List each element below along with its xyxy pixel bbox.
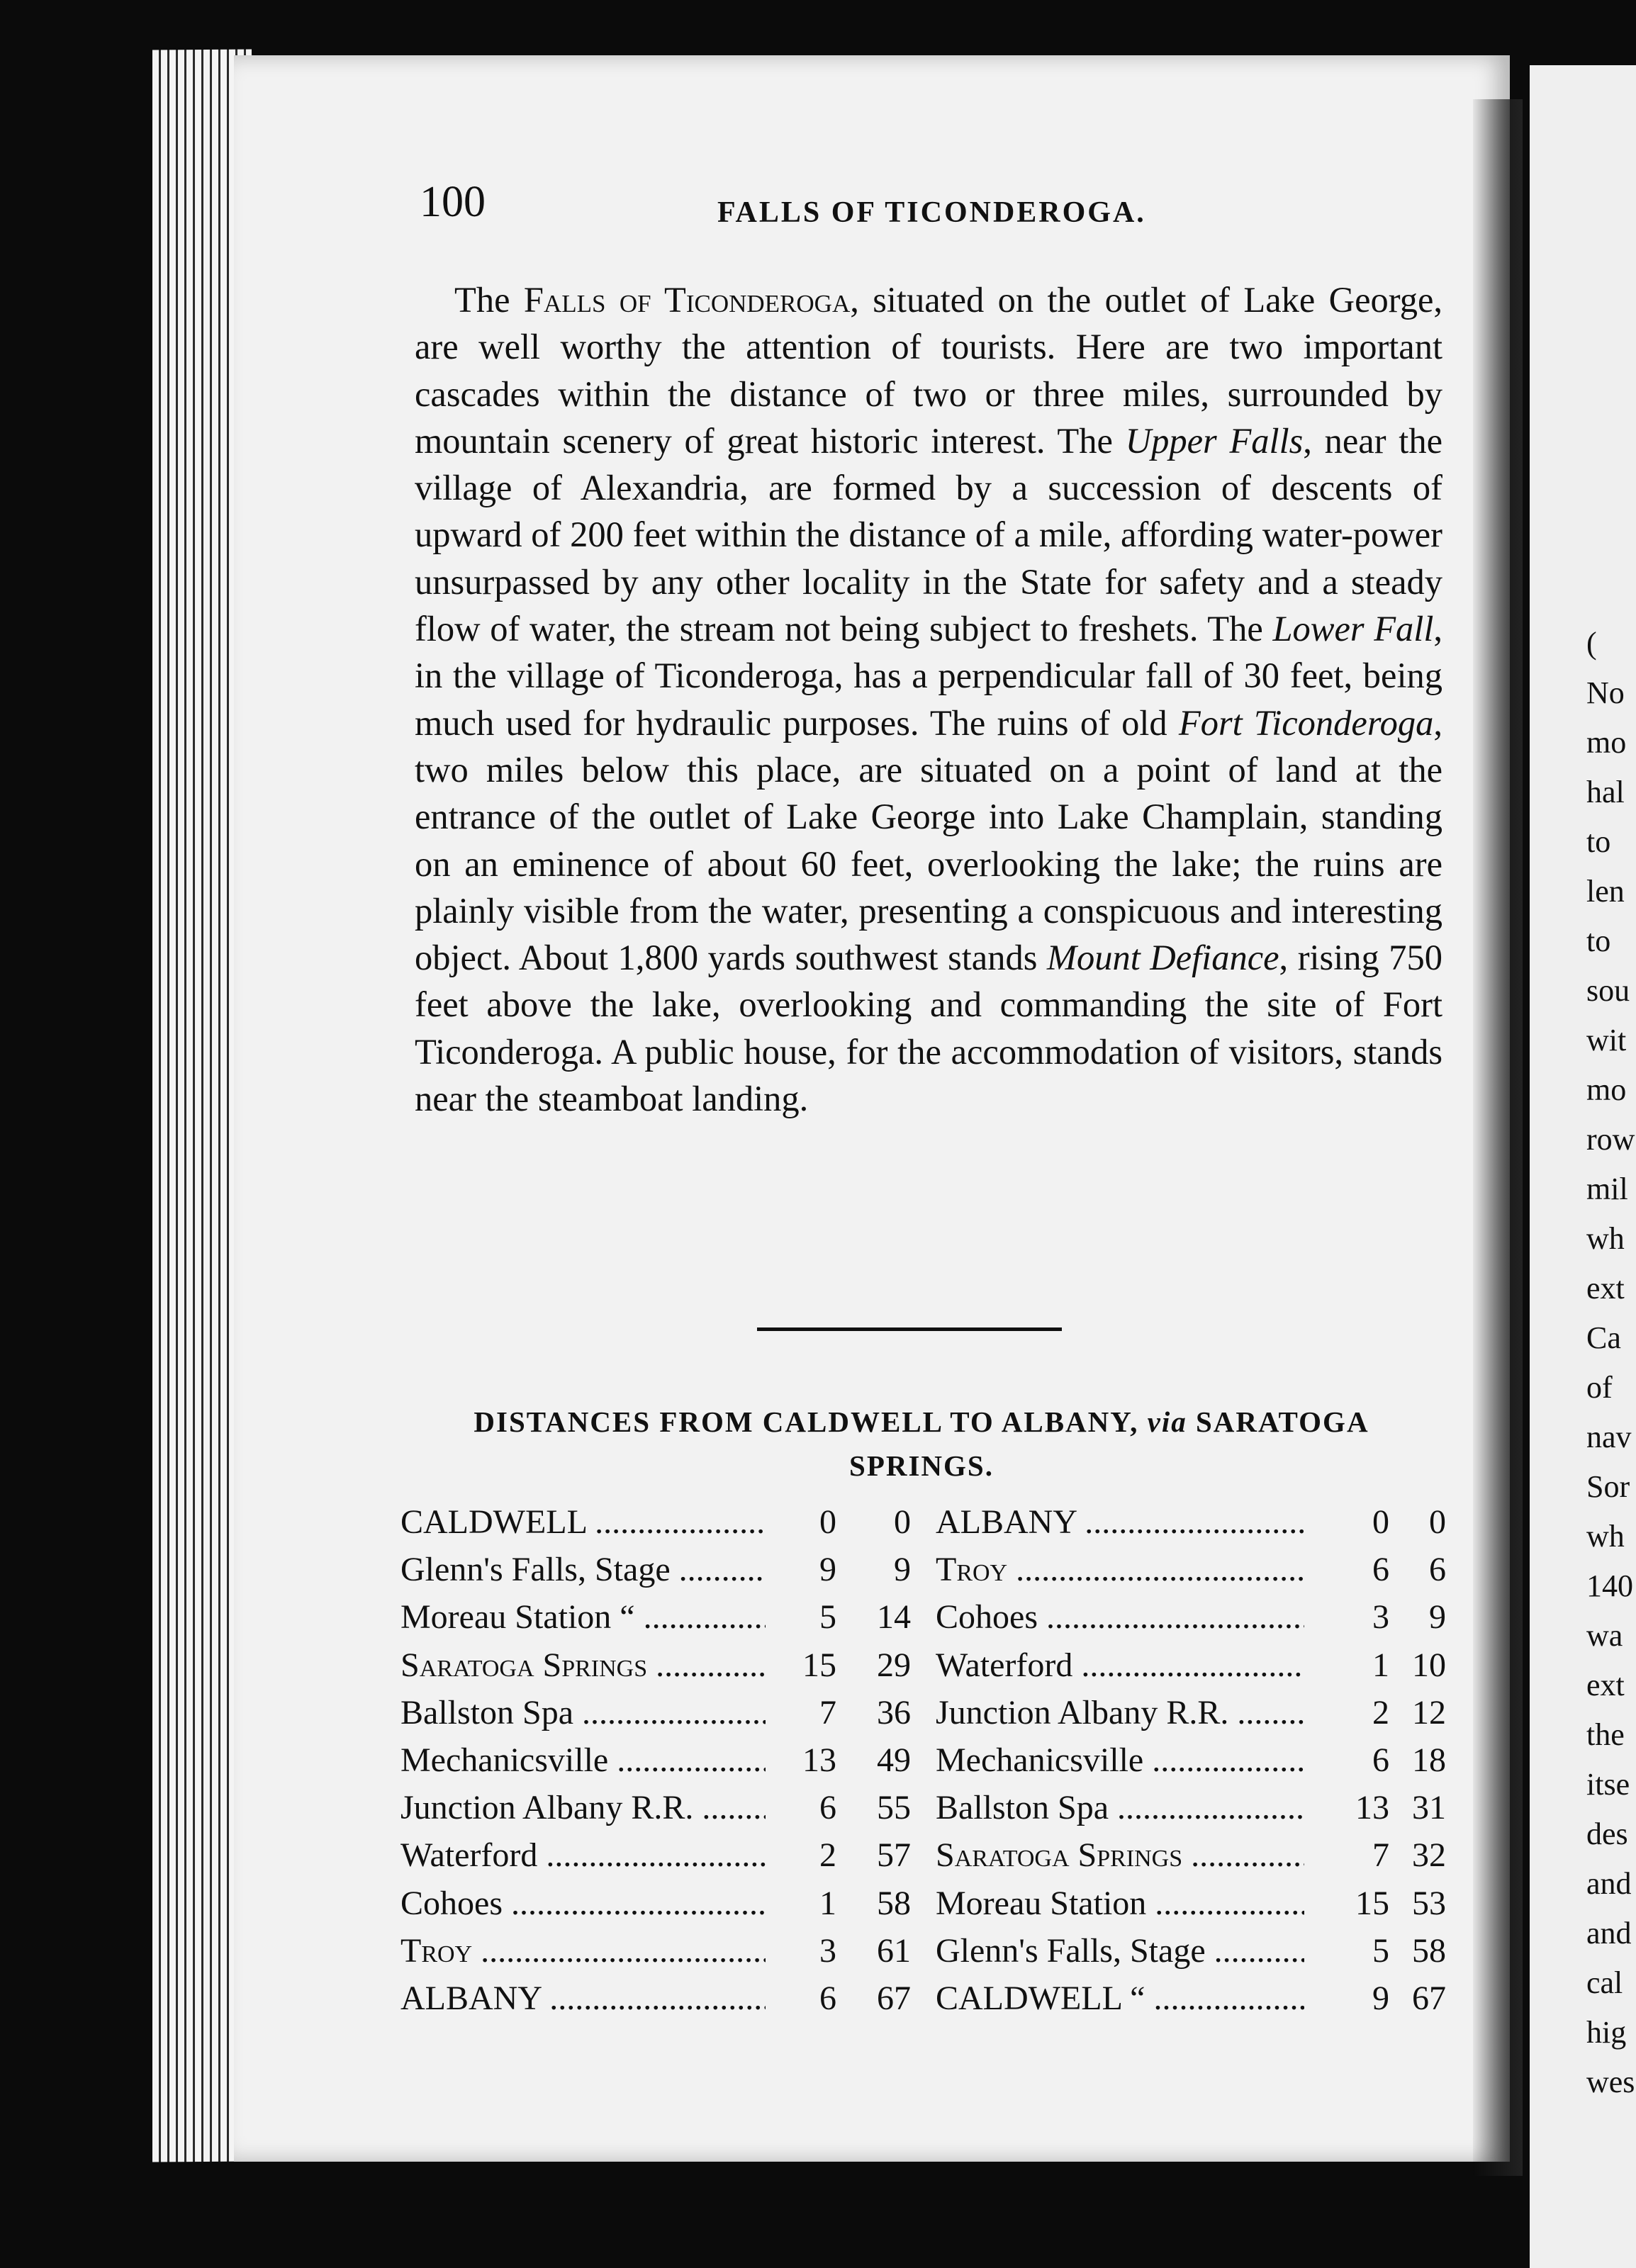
- distance-cumulative: 49: [877, 1741, 911, 1779]
- place-name: Moreau Station “ .....: [400, 1598, 769, 1637]
- next-page-line: ext: [1586, 1668, 1625, 1702]
- table-row: [936, 1836, 1446, 1883]
- distance-between: 15: [1318, 1884, 1389, 1923]
- text-run: The: [454, 280, 524, 320]
- table-row: [936, 1693, 1446, 1741]
- distance-cumulative: 32: [1412, 1836, 1446, 1875]
- table-row: [400, 1788, 911, 1836]
- table-row: [400, 1503, 911, 1550]
- next-page-line: mo: [1586, 725, 1627, 760]
- distance-cumulative: 18: [1412, 1741, 1446, 1779]
- distance-cumulative: 67: [877, 1979, 911, 2017]
- next-page-line: len: [1586, 874, 1625, 909]
- next-page-line: of: [1586, 1370, 1613, 1405]
- distance-between: 7: [766, 1693, 836, 1732]
- next-page-line: hig: [1586, 2015, 1627, 2050]
- distance-cumulative: 12: [1412, 1693, 1446, 1731]
- title-text: DISTANCES FROM CALDWELL TO ALBANY,: [474, 1405, 1148, 1438]
- place-name: Cohoes .....: [936, 1598, 1304, 1637]
- table-row: [936, 1979, 1446, 2026]
- table-row: [400, 1646, 911, 1693]
- next-page-line: (: [1586, 626, 1597, 661]
- table-row: [936, 1598, 1446, 1645]
- next-page-line: sou: [1586, 973, 1630, 1008]
- table-row: [400, 1979, 911, 2026]
- place-name: Ballston Spa .....: [400, 1693, 769, 1732]
- distance-between: 6: [766, 1788, 836, 1827]
- distance-cumulative: 58: [1412, 1931, 1446, 1970]
- place-name: CALDWELL .....: [400, 1503, 769, 1542]
- distance-cumulative: 31: [1412, 1789, 1446, 1827]
- place-name: Saratoga Springs .....: [400, 1646, 769, 1685]
- distance-cumulative: 57: [877, 1836, 911, 1875]
- place-name: Mechanicsville .....: [936, 1741, 1304, 1780]
- small-caps-run: Falls of Ticonderoga: [523, 280, 851, 320]
- distance-between: 5: [766, 1598, 836, 1637]
- next-page-line: nav: [1586, 1420, 1632, 1454]
- distance-cumulative: 0: [894, 1503, 911, 1541]
- next-page-line: wh: [1586, 1519, 1625, 1554]
- italic-run: Mount Defiance: [1046, 938, 1279, 978]
- distance-between: 6: [1318, 1550, 1389, 1589]
- distance-between: 3: [1318, 1598, 1389, 1637]
- section-rule: [757, 1327, 1062, 1331]
- distance-cumulative: 0: [1429, 1503, 1446, 1541]
- text-run: , near the village of Alexandria, are formed by a succession of descents of upward of 200 feet within the distance of a mile, affording water-power unsurpassed by any other locality in the State for safety and a steady flow of water, the stream not being subject to freshets. The: [415, 420, 1442, 649]
- place-name: Glenn's Falls, Stage .....: [936, 1931, 1304, 1970]
- table-row: [400, 1884, 911, 1931]
- place-name: Saratoga Springs .....: [936, 1836, 1304, 1875]
- next-page-line: to: [1586, 924, 1611, 958]
- table-row: [936, 1788, 1446, 1836]
- text-run: , two miles below this place, are situated on a point of land at the entrance of the outlet of Lake George into Lake Champlain, standing on an eminence of about 60 feet, overlooking the lake; the ruins are plainly visible from the water, presenting a conspicuous and interesting object. About 1,800 yards southwest stands: [415, 702, 1442, 978]
- place-name: Waterford .....: [936, 1646, 1304, 1685]
- distance-cumulative: 67: [1412, 1979, 1446, 2017]
- table-title: [404, 1400, 1439, 1488]
- next-page-line: itse: [1586, 1767, 1630, 1802]
- table-row: [936, 1931, 1446, 1979]
- place-name: ALBANY .....: [400, 1979, 769, 2018]
- distance-cumulative: 61: [877, 1931, 911, 1970]
- table-row: [400, 1598, 911, 1645]
- place-name: Junction Albany R.R. .....: [400, 1788, 769, 1827]
- title-text: SARATOGA SPRINGS.: [849, 1405, 1369, 1482]
- next-page-line: mil: [1586, 1172, 1628, 1206]
- italic-run: Fort Ticonderoga: [1178, 702, 1434, 743]
- distance-between: 9: [1318, 1979, 1389, 2018]
- distance-between: 6: [766, 1979, 836, 2018]
- next-page-line: 140: [1586, 1568, 1633, 1603]
- table-row: [400, 1741, 911, 1788]
- next-page-line: row: [1586, 1122, 1635, 1157]
- distance-table-left: [400, 1503, 911, 2026]
- place-name: Junction Albany R.R. .....: [936, 1693, 1304, 1732]
- place-name: CALDWELL “ .....: [936, 1979, 1304, 2018]
- distance-between: 6: [1318, 1741, 1389, 1780]
- distance-between: 15: [766, 1646, 836, 1685]
- text-run: , rising 750 feet above the lake, overlooking and commanding the site of Fort Ticonderoga. A public house, for the accommodation of visitors, stands near the steamboat landing.: [415, 938, 1443, 1119]
- distance-cumulative: 53: [1412, 1884, 1446, 1922]
- table-row: [400, 1931, 911, 1979]
- distance-between: 2: [1318, 1693, 1389, 1732]
- place-name: Mechanicsville .....: [400, 1741, 769, 1780]
- text-run: , situated on the outlet of Lake George, are well worthy the attention of tourists. Here are two important cascades within the distance of two or three miles, surrounded by mountain scenery of great historic interest. The: [415, 280, 1442, 461]
- page-header: [420, 177, 1447, 234]
- distance-between: 5: [1318, 1931, 1389, 1970]
- place-name: Ballston Spa .....: [936, 1788, 1304, 1827]
- body-paragraph: [415, 276, 1442, 1122]
- distance-between: 9: [766, 1550, 836, 1589]
- text-run: , in the village of Ticonderoga, has a perpendicular fall of 30 feet, being much used for hydraulic purposes. The ruins of old: [415, 609, 1442, 743]
- italic-run: Lower Fall: [1272, 609, 1434, 649]
- next-page-line: wes: [1586, 2065, 1635, 2099]
- table-row: [936, 1741, 1446, 1788]
- distance-between: 3: [766, 1931, 836, 1970]
- place-name: Moreau Station .....: [936, 1884, 1304, 1923]
- next-page-line: ext: [1586, 1271, 1625, 1306]
- table-row: [400, 1836, 911, 1883]
- distance-cumulative: 14: [877, 1598, 911, 1637]
- table-row: [400, 1550, 911, 1598]
- distance-between: 0: [1318, 1503, 1389, 1542]
- place-name: Glenn's Falls, Stage .....: [400, 1550, 769, 1589]
- next-page-line: wa: [1586, 1618, 1623, 1653]
- place-name: ALBANY .....: [936, 1503, 1304, 1542]
- distance-cumulative: 58: [877, 1884, 911, 1922]
- place-name: Troy .....: [400, 1931, 769, 1970]
- gutter-shadow: [1473, 99, 1523, 2176]
- distance-cumulative: 6: [1429, 1551, 1446, 1589]
- italic-run: Upper Falls: [1125, 420, 1304, 461]
- next-page-line: No: [1586, 675, 1625, 710]
- distance-cumulative: 9: [1429, 1598, 1446, 1637]
- next-page-line: the: [1586, 1717, 1625, 1752]
- next-page-line: and: [1586, 1916, 1632, 1950]
- next-page-line: des: [1586, 1817, 1628, 1851]
- table-row: [936, 1503, 1446, 1550]
- distance-between: 2: [766, 1836, 836, 1875]
- next-page-line: cal: [1586, 1965, 1623, 2000]
- distance-between: 1: [1318, 1646, 1389, 1685]
- next-page-fragment: [1530, 65, 1636, 2268]
- running-head: FALLS OF TICONDEROGA.: [717, 196, 1146, 229]
- title-italic: via: [1147, 1405, 1187, 1438]
- distance-cumulative: 10: [1412, 1646, 1446, 1684]
- distance-between: 13: [766, 1741, 836, 1780]
- table-row: [936, 1646, 1446, 1693]
- place-name: Waterford .....: [400, 1836, 769, 1875]
- table-row: [400, 1693, 911, 1741]
- distance-cumulative: 9: [894, 1551, 911, 1589]
- distance-cumulative: 36: [877, 1693, 911, 1731]
- next-page-line: to: [1586, 824, 1611, 859]
- distance-between: 13: [1318, 1788, 1389, 1827]
- place-name: Cohoes .....: [400, 1884, 769, 1923]
- next-page-line: mo: [1586, 1072, 1627, 1107]
- next-page-line: hal: [1586, 775, 1625, 809]
- next-page-line: Ca: [1586, 1320, 1621, 1355]
- distance-table-right: [936, 1503, 1446, 2026]
- table-row: [936, 1550, 1446, 1598]
- distance-between: 0: [766, 1503, 836, 1542]
- next-page-line: wit: [1586, 1023, 1627, 1057]
- next-page-line: wh: [1586, 1221, 1625, 1256]
- page-number: 100: [420, 178, 486, 226]
- next-page-line: Sor: [1586, 1469, 1630, 1504]
- distance-between: 7: [1318, 1836, 1389, 1875]
- distance-between: 1: [766, 1884, 836, 1923]
- distance-cumulative: 55: [877, 1789, 911, 1827]
- distance-cumulative: 29: [877, 1646, 911, 1684]
- table-row: [936, 1884, 1446, 1931]
- place-name: Troy .....: [936, 1550, 1304, 1589]
- next-page-line: and: [1586, 1866, 1632, 1901]
